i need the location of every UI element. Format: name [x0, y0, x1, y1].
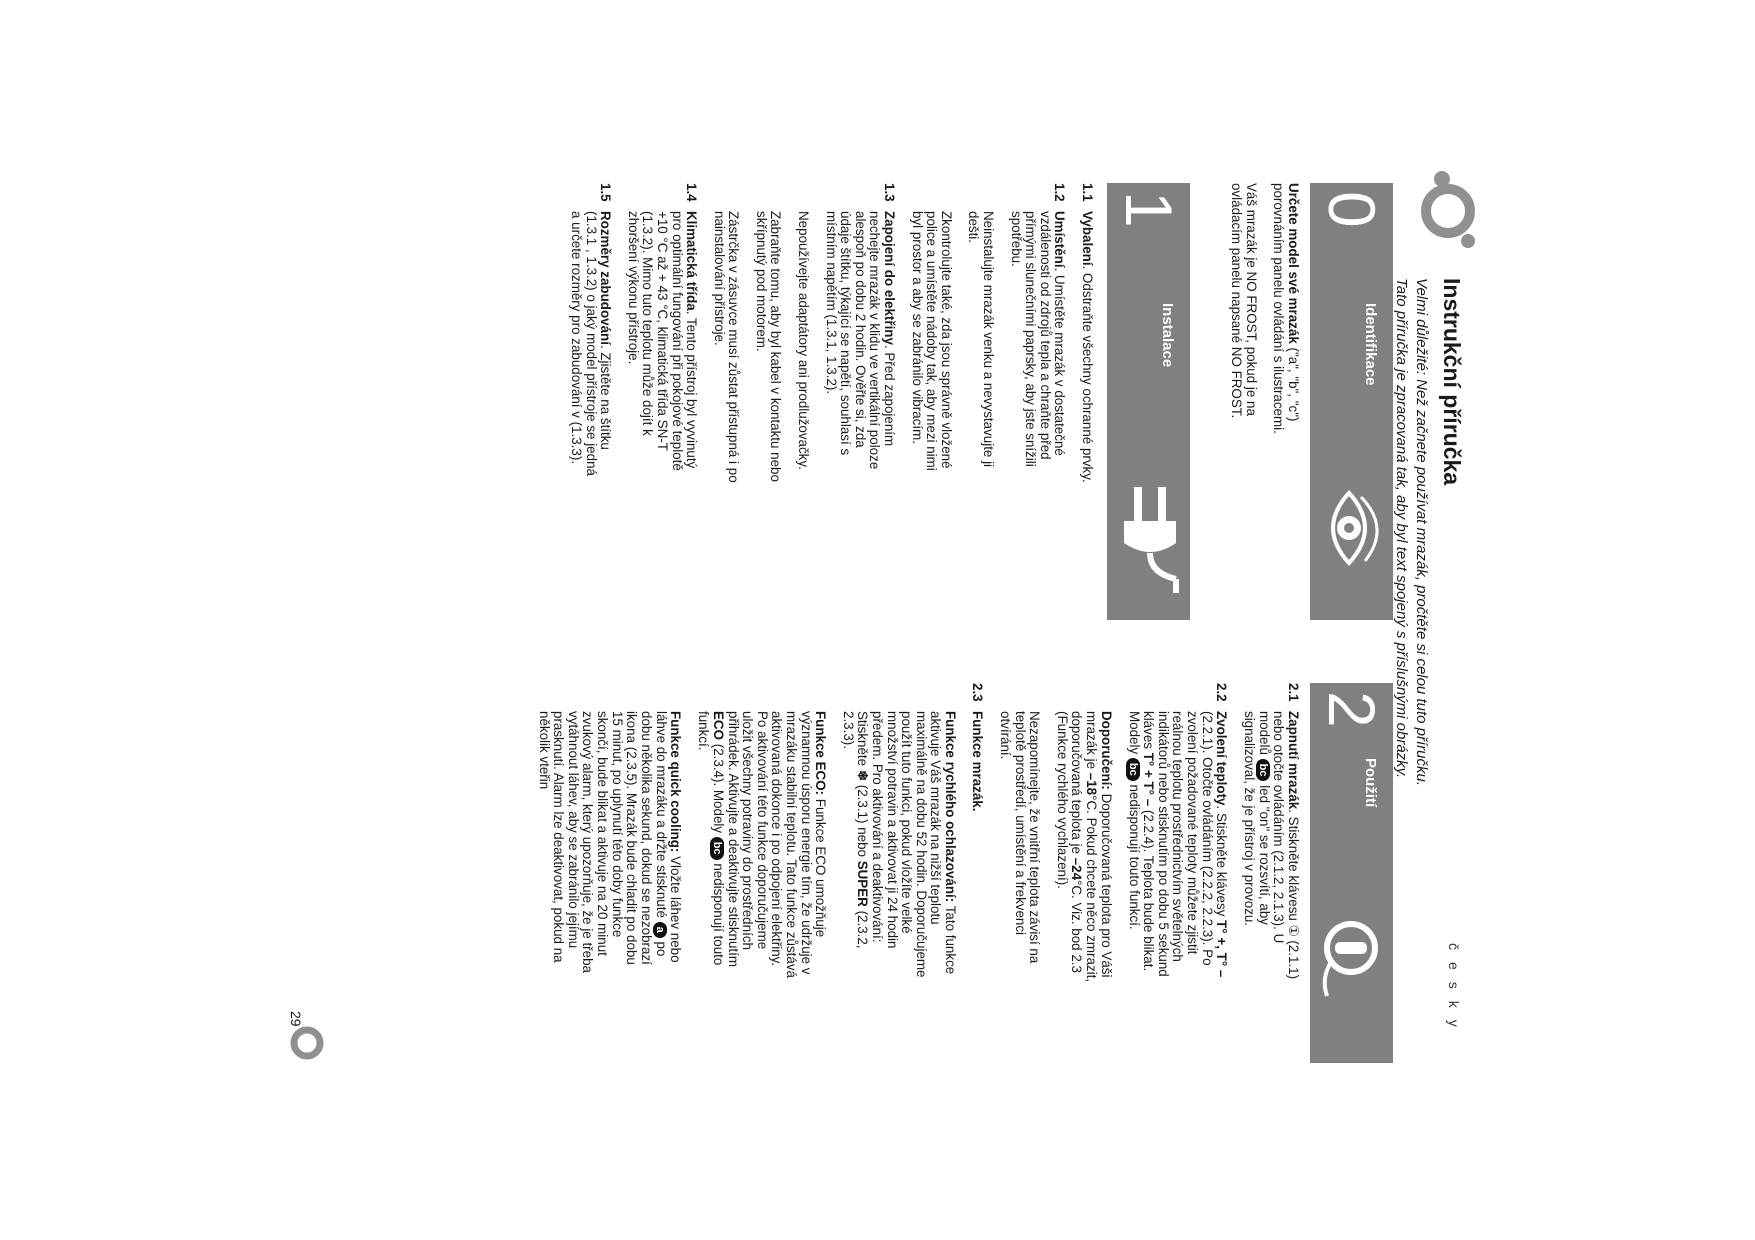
section-2-2: 2.2 Zvolení teploty. Stiskněte klávesy T° +, T° – (2.2.1). Otočte ovládáním (2.2.2, 2.2.3). Po zvolení požadované teploty můžete zjistit reálnou teplotu prostřednictvím světelných indikátorů nebo stisknutím po dobu 5 sekund kláves T° + T° – (2.2.4). Teplota bude blikat. Modely bc nedisponují touto funkcí. [1126, 683, 1230, 978]
eye-icon [1313, 483, 1389, 573]
section-2-3: 2.3 Funkce mrazák. Funkce rychlého ochlazování: Tato funkce aktivuje Váš mrazák na nižší teplotu maximálně na dobu 52 hodin. Doporučujeme použít tuto funkci, pokud vložíte velké množství potravin a aktivovat ji 24 hodin předem. Pro aktivování a deaktivování: Stiskněte ❄ (2.3.1) nebo SUPER (2.3.2, 2.3.3). Funkce ECO: Funkce ECO umožňuje významnou úsporu energie tím, že udržuje v mrazáku stabilní teplotu. Tato funkce zůstává aktivovaná dokonce i po odpojení elektřiny. Po aktivování této funkce doporučujeme uložit všechny potraviny do prostředních přihrádek. Aktivujte a deaktivujte stisknutím ECO (2.3.4). Modely bc nedisponují touto funkcí. Funkce quick cooling: Vložte láhev nebo láhve do mrazáku a držte stisknuté a po dobu několika sekund, dokud se nezobrazí ikona (2.3.5). Mrazák bude chladit po dobu 15 minut, po uplynutí této doby funkce skončí, bude blikat a aktivuje na 20 minut zvukový alarm, který upozorňuje, že je třeba vytáhnout láhev, aby se zabránilo jejímu prasknutí. Alarm lze deaktivovat, pokud na několik vteřin [536, 683, 986, 978]
instalace-section [555, 183, 1094, 483]
language-label: česky [1446, 943, 1462, 1039]
band-label: Použití [1362, 758, 1379, 808]
hand-knob-icon [1313, 908, 1391, 998]
band-label: Identifikace [1362, 303, 1379, 386]
intro-warning: Velmi důležité: Než začnete používat mrazák, pročtěte si celou tuto příručku. [1413, 278, 1430, 787]
model-badge: bc [1256, 759, 1270, 782]
band-number: 2 [1315, 691, 1389, 728]
band-instalace [1107, 183, 1190, 620]
band-label: Instalace [1159, 303, 1176, 368]
section-1-3: 1.3 Zapojení do elektřiny. Před zapojením nechejte mrazák v klidu ve vertikální poloze alespoň po dobu 2 hodin. Ověřte si, zda údaje štítku, týkající se napětí, souhlasí s místním napětím (1.3.1, 1.3.2). Nepoužívejte adaptátory ani prodlužovačky. Zabraňte tomu, aby byl kabel v kontaktu nebo skřípnutý pod motorem. Zástrčka v zásuvce musí zůstat přístupná i po nainstalování přístroje. [711, 183, 898, 483]
pouziti-section [523, 683, 1300, 983]
band-number: 0 [1315, 191, 1389, 228]
page-title: Instrukční příručka [1439, 278, 1465, 486]
band-pouziti [1310, 683, 1393, 1063]
recommendation-block: Doporučení: Doporučovaná teplota pro Váši mrazák je –18°C. Pokud chcete něco zmrazit, doporučovaná teplota je –24°C. Viz. bod 2.3 (Funkce rychlého vychlazení). Nezapomínejte, že vnitřní teplota závisí na teplotě prostředí, umístění a frekvenci otvírání. [998, 711, 1114, 983]
snowflake-icon: ❄ [855, 769, 871, 782]
model-badge: bc [710, 837, 724, 860]
section-1-1: 1.1 Vybalení. Odstraňte všechny ochranné prvky. [1080, 183, 1095, 483]
no-frost-paragraph: Váš mrazák je NO FROST, pokud je na ovládacím panelu napsané NO FROST. [1229, 183, 1259, 419]
page-number: 29 [288, 1011, 304, 1027]
plug-icon [1110, 483, 1186, 593]
section-1-2: 1.2 Umístění. Umístěte mrazák v dostatečné vzdálenosti od zdrojů tepla a chraňte před přímými slunečními paprsky, aby jste snížili spotřebu. Neinstalujte mrazák venku a nevystavujte ji dešti. Zkontrolujte také, zda jsou správně vložené police a umístěte nádoby tak, aby mezi nimi byl prostor a aby se zabránilo vibracím. [909, 183, 1068, 471]
model-badge: a [653, 922, 667, 938]
identifikace-section [1216, 183, 1300, 453]
circle-logo-icon [287, 1023, 327, 1063]
section-1-5: 1.5 Rozměry zabudování. Zjistěte na štítku (1.3.1 , 1.3.2) o jaký model přístroje se jedná a určete rozměry pro zabudování v (1.3.3). [568, 183, 614, 476]
manual-page [288, 183, 1472, 1063]
circles-logo-icon [1402, 165, 1482, 255]
band-number: 1 [1112, 191, 1186, 228]
power-key-icon: ① [1286, 924, 1301, 937]
identify-model-paragraph: Určete model své mrazák ("a", "b", "c") porovnáním panelu ovládání s ilustracemi. [1271, 183, 1301, 434]
band-identifikace [1310, 183, 1393, 620]
section-2-1: 2.1 Zapnutí mrazák. Stiskněte klávesu ① (2.1.1) nebo otočte ovládáním (2.1.2, 2.1.3). U modelů bc led "on" se rozsvítí, aby signalizoval, že je přístroj v provozu. [1241, 683, 1301, 980]
section-1-4: 1.4 Klimatická třída. Tento přístroj byl vyvinutý pro optimální fungování při pokojové teplotě +10 °C až + 43 °C, klimatická třída SN-T (1.3.2). Mimo tuto teplotu může dojít k zhoršení výkonu přístroje. [625, 183, 700, 471]
intro-note: Tato příručka je zpracovaná tak, aby byl text spojený s příslušnými obrázky. [1393, 278, 1410, 779]
model-badge: bc [1126, 758, 1140, 781]
